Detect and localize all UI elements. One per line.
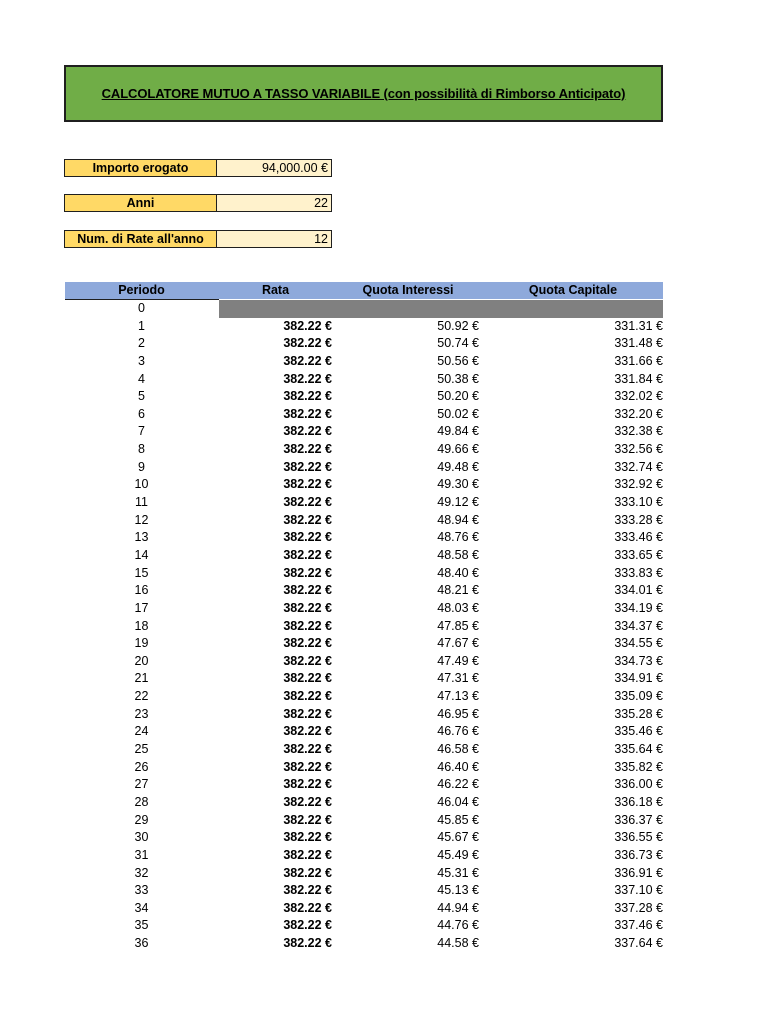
table-row (65, 529, 663, 547)
cell-periodo: 14 (134, 547, 149, 562)
cell-periodo: 23 (134, 706, 149, 721)
table-row (65, 635, 663, 653)
cell-periodo: 12 (134, 512, 149, 527)
table-row (65, 318, 663, 336)
cell-periodo: 21 (134, 671, 149, 686)
cell-periodo: 34 (134, 900, 149, 915)
title-banner (64, 65, 663, 122)
cell-capitale: 333.46 € (614, 530, 663, 545)
cell-rata: 382.22 € (283, 495, 332, 510)
header-periodo: Periodo (118, 283, 165, 297)
cell-capitale: 336.73 € (614, 847, 663, 862)
cell-periodo: 8 (138, 442, 145, 457)
cell-periodo: 32 (134, 865, 149, 880)
cell-rata: 382.22 € (283, 794, 332, 809)
cell-interessi: 48.03 € (437, 600, 479, 615)
cell-rata: 382.22 € (283, 389, 332, 404)
cell-rata: 382.22 € (283, 847, 332, 862)
table-row (65, 670, 663, 688)
cell-interessi: 45.31 € (437, 865, 479, 880)
cell-capitale: 335.28 € (614, 706, 663, 721)
table-row (65, 476, 663, 494)
cell-rata: 382.22 € (283, 671, 332, 686)
cell-capitale: 337.28 € (614, 900, 663, 915)
cell-capitale: 331.31 € (614, 318, 663, 333)
table-row (65, 812, 663, 830)
cell-rata: 382.22 € (283, 759, 332, 774)
table-row (65, 406, 663, 424)
cell-interessi: 48.21 € (437, 583, 479, 598)
cell-interessi: 47.49 € (437, 653, 479, 668)
cell-interessi: 49.84 € (437, 424, 479, 439)
table-row (65, 900, 663, 918)
cell-capitale: 336.55 € (614, 830, 663, 845)
table-row (65, 459, 663, 477)
cell-rata: 382.22 € (283, 918, 332, 933)
table-row (65, 935, 663, 953)
cell-periodo: 1 (138, 318, 145, 333)
cell-interessi: 49.66 € (437, 442, 479, 457)
cell-interessi: 46.58 € (437, 742, 479, 757)
param-rate (64, 230, 332, 248)
cell-capitale: 336.37 € (614, 812, 663, 827)
cell-capitale: 331.84 € (614, 371, 663, 386)
cell-rata: 382.22 € (283, 512, 332, 527)
table-row (65, 917, 663, 935)
cell-periodo: 36 (134, 936, 149, 951)
page-title: CALCOLATORE MUTUO A TASSO VARIABILE (con possibilità di Rimborso Anticipato) (101, 86, 626, 101)
table-row (65, 723, 663, 741)
header-capitale: Quota Capitale (528, 283, 618, 297)
cell-periodo: 35 (134, 918, 149, 933)
table-row (65, 653, 663, 671)
cell-capitale: 334.37 € (614, 618, 663, 633)
table-row (65, 547, 663, 565)
cell-capitale: 334.01 € (614, 583, 663, 598)
cell-periodo: 0 (138, 301, 145, 315)
cell-periodo: 24 (134, 724, 149, 739)
cell-interessi: 49.12 € (437, 495, 479, 510)
header-interessi: Quota Interessi (362, 283, 454, 297)
cell-periodo: 17 (134, 600, 149, 615)
table-header (65, 282, 663, 299)
cell-rata: 382.22 € (283, 583, 332, 598)
cell-rata: 382.22 € (283, 900, 332, 915)
cell-interessi: 48.58 € (437, 547, 479, 562)
table-row (65, 847, 663, 865)
cell-capitale: 337.46 € (614, 918, 663, 933)
cell-periodo: 28 (134, 794, 149, 809)
cell-rata: 382.22 € (283, 530, 332, 545)
cell-periodo: 10 (134, 477, 149, 492)
cell-rata: 382.22 € (283, 353, 332, 368)
cell-periodo: 9 (138, 459, 145, 474)
cell-rata: 382.22 € (283, 459, 332, 474)
cell-capitale: 333.83 € (614, 565, 663, 580)
amortization-table (65, 300, 663, 953)
cell-rata: 382.22 € (283, 883, 332, 898)
cell-capitale: 332.74 € (614, 459, 663, 474)
cell-rata: 382.22 € (283, 706, 332, 721)
cell-interessi: 49.48 € (437, 459, 479, 474)
cell-rata: 382.22 € (283, 618, 332, 633)
cell-periodo: 3 (138, 353, 145, 368)
cell-capitale: 332.02 € (614, 389, 663, 404)
cell-interessi: 46.22 € (437, 777, 479, 792)
cell-rata: 382.22 € (283, 336, 332, 351)
cell-capitale: 335.64 € (614, 742, 663, 757)
cell-periodo: 16 (134, 583, 149, 598)
cell-rata: 382.22 € (283, 636, 332, 651)
param-value-anni[interactable]: 22 (217, 194, 332, 212)
cell-rata: 382.22 € (283, 936, 332, 951)
cell-rata: 382.22 € (283, 777, 332, 792)
cell-periodo: 26 (134, 759, 149, 774)
cell-rata: 382.22 € (283, 600, 332, 615)
cell-interessi: 47.67 € (437, 636, 479, 651)
cell-capitale: 336.00 € (614, 777, 663, 792)
cell-rata: 382.22 € (283, 442, 332, 457)
cell-interessi: 48.76 € (437, 530, 479, 545)
cell-capitale: 335.82 € (614, 759, 663, 774)
table-row (65, 829, 663, 847)
cell-capitale: 333.28 € (614, 512, 663, 527)
cell-interessi: 46.04 € (437, 794, 479, 809)
table-row (65, 512, 663, 530)
cell-rata: 382.22 € (283, 812, 332, 827)
cell-capitale: 332.20 € (614, 406, 663, 421)
param-importo (64, 159, 332, 177)
cell-interessi: 46.95 € (437, 706, 479, 721)
cell-periodo: 19 (134, 636, 149, 651)
cell-interessi: 47.85 € (437, 618, 479, 633)
table-row (65, 353, 663, 371)
cell-periodo: 27 (134, 777, 149, 792)
cell-periodo: 22 (134, 689, 149, 704)
cell-capitale: 336.18 € (614, 794, 663, 809)
table-row (65, 423, 663, 441)
cell-interessi: 45.85 € (437, 812, 479, 827)
table-row (65, 494, 663, 512)
table-row (65, 600, 663, 618)
cell-capitale: 334.55 € (614, 636, 663, 651)
cell-capitale: 337.64 € (614, 936, 663, 951)
table-row (65, 582, 663, 600)
cell-interessi: 50.92 € (437, 318, 479, 333)
cell-periodo: 30 (134, 830, 149, 845)
table-row (65, 741, 663, 759)
cell-rata: 382.22 € (283, 742, 332, 757)
cell-periodo: 6 (138, 406, 145, 421)
cell-capitale: 332.38 € (614, 424, 663, 439)
cell-capitale: 335.46 € (614, 724, 663, 739)
cell-rata: 382.22 € (283, 689, 332, 704)
cell-rata: 382.22 € (283, 724, 332, 739)
table-row (65, 441, 663, 459)
cell-periodo: 15 (134, 565, 149, 580)
cell-interessi: 44.94 € (437, 900, 479, 915)
table-row (65, 371, 663, 389)
param-value-importo[interactable]: 94,000.00 € (217, 159, 332, 177)
table-row (65, 776, 663, 794)
cell-capitale: 334.73 € (614, 653, 663, 668)
cell-periodo: 29 (134, 812, 149, 827)
cell-periodo: 13 (134, 530, 149, 545)
cell-capitale: 334.19 € (614, 600, 663, 615)
table-row (65, 706, 663, 724)
cell-rata: 382.22 € (283, 547, 332, 562)
cell-periodo: 31 (134, 847, 149, 862)
table-row (65, 865, 663, 883)
cell-periodo: 25 (134, 742, 149, 757)
cell-interessi: 50.74 € (437, 336, 479, 351)
cell-interessi: 45.67 € (437, 830, 479, 845)
cell-interessi: 50.38 € (437, 371, 479, 386)
cell-interessi: 44.58 € (437, 936, 479, 951)
param-label-rate: Num. di Rate all'anno (64, 230, 217, 248)
cell-capitale: 331.66 € (614, 353, 663, 368)
cell-rata: 382.22 € (283, 424, 332, 439)
table-row (65, 794, 663, 812)
cell-rata: 382.22 € (283, 318, 332, 333)
cell-periodo: 4 (138, 371, 145, 386)
cell-rata: 382.22 € (283, 406, 332, 421)
cell-capitale: 337.10 € (614, 883, 663, 898)
cell-periodo: 20 (134, 653, 149, 668)
cell-rata: 382.22 € (283, 830, 332, 845)
table-row (65, 300, 663, 318)
cell-interessi: 47.13 € (437, 689, 479, 704)
table-row (65, 759, 663, 777)
cell-interessi: 46.76 € (437, 724, 479, 739)
cell-capitale: 334.91 € (614, 671, 663, 686)
param-value-rate[interactable]: 12 (217, 230, 332, 248)
cell-periodo: 33 (134, 883, 149, 898)
table-row (65, 388, 663, 406)
table-row (65, 335, 663, 353)
cell-rata: 382.22 € (283, 371, 332, 386)
cell-interessi: 50.02 € (437, 406, 479, 421)
header-rata: Rata (261, 283, 290, 297)
cell-interessi: 44.76 € (437, 918, 479, 933)
cell-interessi: 49.30 € (437, 477, 479, 492)
param-anni (64, 194, 332, 212)
cell-periodo: 2 (138, 336, 145, 351)
param-label-anni: Anni (64, 194, 217, 212)
table-row (65, 618, 663, 636)
cell-capitale: 333.65 € (614, 547, 663, 562)
cell-capitale: 332.56 € (614, 442, 663, 457)
table-row (65, 882, 663, 900)
cell-interessi: 50.20 € (437, 389, 479, 404)
cell-rata: 382.22 € (283, 865, 332, 880)
cell-capitale: 336.91 € (614, 865, 663, 880)
table-row (65, 688, 663, 706)
cell-capitale: 335.09 € (614, 689, 663, 704)
cell-rata: 382.22 € (283, 477, 332, 492)
cell-rata: 382.22 € (283, 565, 332, 580)
cell-interessi: 45.49 € (437, 847, 479, 862)
cell-interessi: 45.13 € (437, 883, 479, 898)
cell-periodo: 11 (135, 495, 148, 510)
cell-periodo: 5 (138, 389, 145, 404)
cell-interessi: 47.31 € (437, 671, 479, 686)
cell-interessi: 50.56 € (437, 353, 479, 368)
cell-capitale: 331.48 € (614, 336, 663, 351)
cell-periodo: 7 (138, 424, 145, 439)
cell-interessi: 48.40 € (437, 565, 479, 580)
cell-periodo: 18 (134, 618, 149, 633)
cell-interessi: 46.40 € (437, 759, 479, 774)
cell-interessi: 48.94 € (437, 512, 479, 527)
cell-capitale: 332.92 € (614, 477, 663, 492)
cell-rata: 382.22 € (283, 653, 332, 668)
table-row (65, 565, 663, 583)
cell-capitale: 333.10 € (614, 495, 663, 510)
param-label-importo: Importo erogato (64, 159, 217, 177)
